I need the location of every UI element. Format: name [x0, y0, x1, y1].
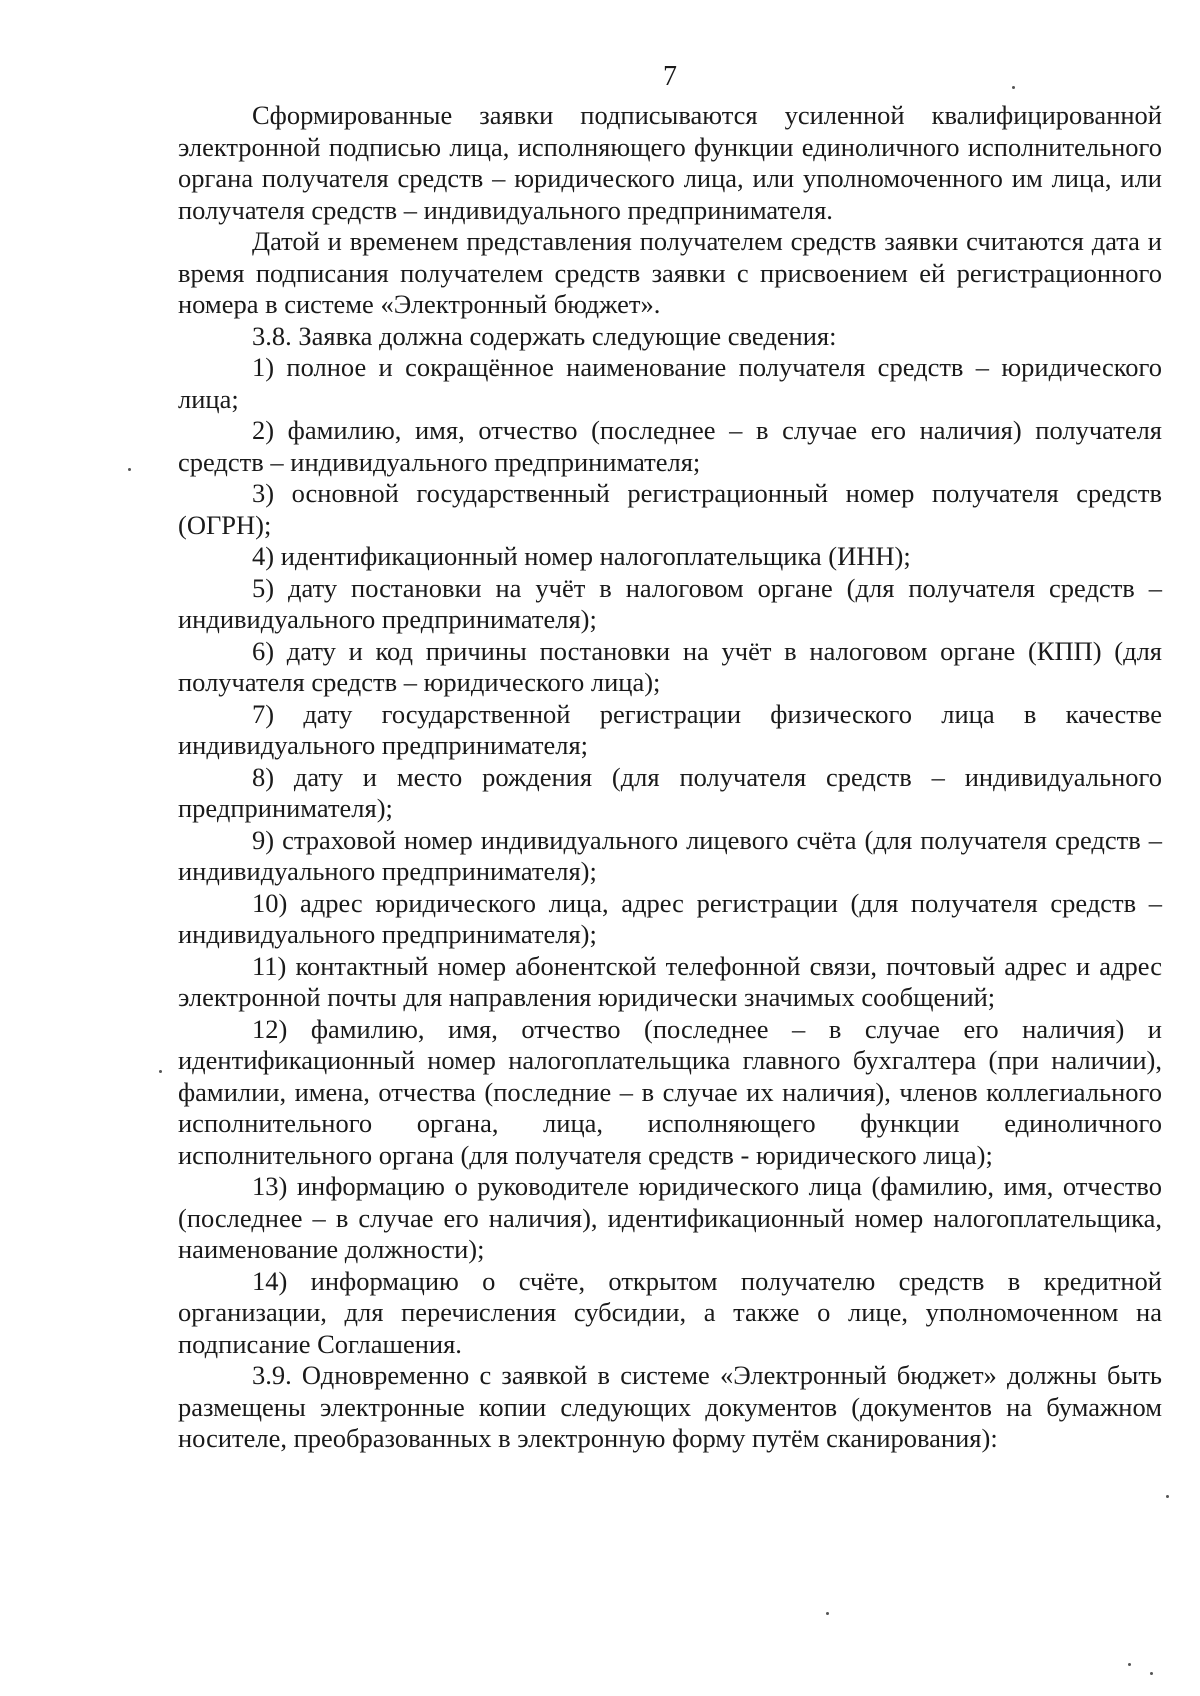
list-item-11: 11) контактный номер абонентской телефонной связи, почтовый адрес и адрес электронной почты для направления юридически значимых сообщений; — [178, 950, 1162, 1012]
list-item-9: 9) страховой номер индивидуального лицевого счёта (для получателя средств – индивидуального предпринимателя); — [178, 824, 1162, 886]
list-item-6: 6) дату и код причины постановки на учёт в налоговом органе (КПП) (для получателя средств – юридического лица); — [178, 635, 1162, 697]
scan-speck — [1128, 1663, 1131, 1666]
scan-speck — [159, 1070, 162, 1073]
list-item-8: 8) дату и место рождения (для получателя средств – индивидуального предпринимателя); — [178, 761, 1162, 823]
list-item-10: 10) адрес юридического лица, адрес регистрации (для получателя средств – индивидуального предпринимателя); — [178, 887, 1162, 949]
page-number: 7 — [663, 61, 677, 92]
paragraph-section-3-9: 3.9. Одновременно с заявкой в системе «Электронный бюджет» должны быть размещены электронные копии следующих документов (документов на бумажном носителе, преобразованных в электронную форму путём сканирования): — [178, 1360, 1162, 1453]
list-item-4: 4) идентификационный номер налогоплательщика (ИНН); — [252, 541, 911, 571]
list-item-13: 13) информацию о руководителе юридического лица (фамилию, имя, отчество (последнее – в случае его наличия), идентификационный номер налогоплательщика, наименование должности); — [178, 1171, 1162, 1264]
list-item-12: 12) фамилию, имя, отчество (последнее – в случае его наличия) и идентификационный номер налогоплательщика главного бухгалтера (при наличии), фамилии, имена, отчества (последние – в случае их наличия), членов коллегиального исполнительного органа, лица, исполняющего функции единоличного исполнительного органа (для получателя средств - юридического лица); — [178, 1013, 1162, 1170]
list-item-1: 1) полное и сокращённое наименование получателя средств – юридического лица; — [178, 352, 1162, 414]
list-item-7: 7) дату государственной регистрации физического лица в качестве индивидуального предпринимателя; — [178, 698, 1162, 760]
paragraph-signing: Сформированные заявки подписываются усиленной квалифицированной электронной подписью лица, исполняющего функции единоличного исполнительного органа получателя средств – юридического лица, или уполномоченного им лица, или получателя средств – индивидуального предпринимателя. — [178, 100, 1162, 225]
list-item-3: 3) основной государственный регистрационный номер получателя средств (ОГРН); — [178, 478, 1162, 540]
list-item-2: 2) фамилию, имя, отчество (последнее – в случае его наличия) получателя средств – индивидуального предпринимателя; — [178, 415, 1162, 477]
scan-speck — [1166, 1495, 1169, 1498]
document-body — [178, 100, 1162, 1455]
scan-speck — [128, 468, 131, 471]
scan-speck — [826, 1612, 829, 1615]
list-item-14: 14) информацию о счёте, открытом получателю средств в кредитной организации, для перечисления субсидии, а также о лице, уполномоченном на подписание Соглашения. — [178, 1265, 1162, 1359]
list-item-5: 5) дату постановки на учёт в налоговом органе (для получателя средств – индивидуального предпринимателя); — [178, 572, 1162, 634]
paragraph-section-3-8: 3.8. Заявка должна содержать следующие сведения: — [252, 320, 837, 351]
scan-speck — [1150, 1672, 1153, 1675]
paragraph-submission-date: Датой и временем представления получателем средств заявки считаются дата и время подписания получателем средств заявки с присвоением ей регистрационного номера в системе «Электронный бюджет». — [178, 226, 1162, 319]
scan-speck — [1012, 86, 1015, 89]
